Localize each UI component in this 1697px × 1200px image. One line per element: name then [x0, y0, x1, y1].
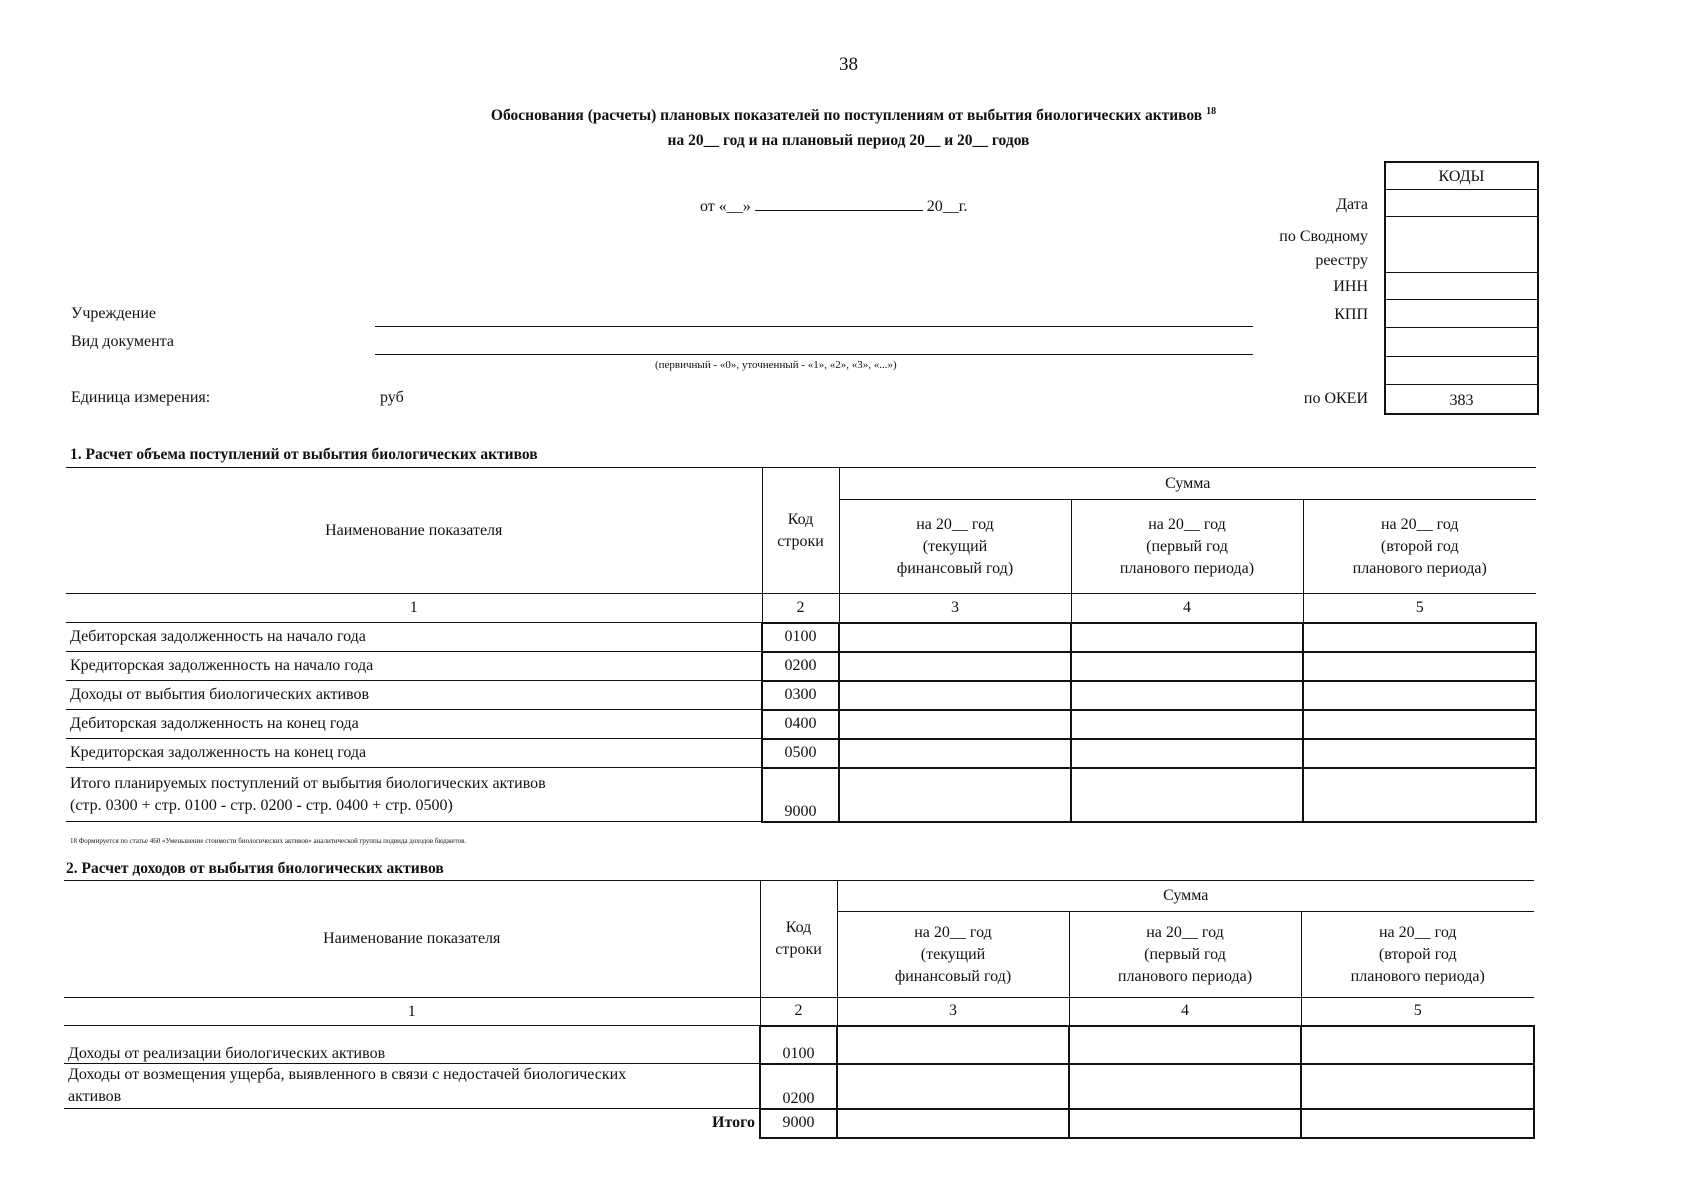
date-month-blank[interactable] — [755, 210, 923, 211]
s1-header-code — [762, 468, 839, 594]
s1-cell[interactable] — [839, 652, 1071, 681]
form-subtitle: на 20__ год и на плановый период 20__ и 20__ годов — [667, 132, 1030, 149]
table-row — [64, 1109, 1534, 1138]
s2-total-label: Итого — [712, 1114, 755, 1132]
s1-y3-l3: планового периода) — [1352, 559, 1487, 577]
form-title-text: Обоснования (расчеты) плановых показателей по поступлениям от выбытия биологических активов — [490, 107, 1203, 125]
s1-total-name — [66, 768, 762, 822]
s1-header-name: Наименование показателя — [66, 468, 762, 594]
s1-cell[interactable] — [1071, 652, 1303, 681]
date-suffix: 20__г. — [926, 198, 968, 215]
s1-header-code-l1: Код — [787, 510, 814, 528]
s1-row-code: 0500 — [762, 739, 839, 768]
unit-label: Единица измерения: — [71, 389, 211, 406]
footnote: 18 Формируется по статье 460 «Уменьшение стоимости биологических активов» аналитической группы подвида доходов бюджетов. — [70, 837, 467, 845]
s1-header-y3 — [1303, 500, 1536, 594]
s1-header-y2 — [1071, 500, 1303, 594]
table-row — [66, 710, 1536, 739]
s2-total-code: 9000 — [760, 1109, 837, 1138]
s1-y3-l2: (второй год — [1380, 537, 1459, 555]
s1-cell[interactable] — [1071, 710, 1303, 739]
s2-cell[interactable] — [1301, 1026, 1534, 1064]
s1-y1-l2: (текущий — [922, 537, 988, 555]
s2-colnum: 2 — [760, 998, 837, 1026]
s2-colnum: 5 — [1413, 1002, 1422, 1020]
s2-header-name: Наименование показателя — [64, 881, 760, 998]
s2-cell[interactable] — [837, 1064, 1069, 1109]
table-row — [66, 652, 1536, 681]
s1-cell[interactable] — [1303, 739, 1536, 768]
s1-cell[interactable] — [1071, 768, 1303, 822]
s1-cell[interactable] — [1303, 623, 1536, 652]
s1-cell[interactable] — [1071, 623, 1303, 652]
s1-y1-l1: на 20__ год — [916, 515, 994, 533]
s2-cell[interactable] — [1301, 1109, 1534, 1138]
s1-cell[interactable] — [1303, 710, 1536, 739]
code-inn-cell[interactable] — [1386, 273, 1537, 300]
s2-y3-l3: планового периода) — [1350, 967, 1485, 985]
s1-cell[interactable] — [839, 710, 1071, 739]
table-row — [66, 768, 1536, 822]
s1-y2-l1: на 20__ год — [1148, 515, 1226, 533]
s2-row-name-l2: активов — [68, 1088, 122, 1105]
s1-cell[interactable] — [839, 681, 1071, 710]
s1-colnum: 1 — [66, 594, 762, 623]
code-okei-cell[interactable]: 383 — [1449, 392, 1474, 409]
s1-y2-l3: планового периода) — [1119, 559, 1255, 577]
svod-label-1: по Сводному — [1279, 228, 1368, 245]
s2-y2-l1: на 20__ год — [1146, 923, 1224, 941]
s2-cell[interactable] — [1069, 1109, 1301, 1138]
section2-title: 2. Расчет доходов от выбытия биологических активов — [66, 860, 444, 877]
s1-row-code: 0400 — [762, 710, 839, 739]
code-doc-type-cell[interactable] — [1386, 328, 1537, 357]
institution-label: Учреждение — [71, 305, 156, 322]
s2-y1-l3: финансовый год) — [894, 967, 1012, 985]
form-title — [0, 106, 1697, 125]
s1-header-y1 — [839, 500, 1071, 594]
s1-colnum: 4 — [1071, 594, 1303, 623]
okei-label: по ОКЕИ — [1303, 390, 1368, 407]
doc-type-field[interactable] — [375, 354, 1253, 355]
s2-cell[interactable] — [1301, 1064, 1534, 1109]
doc-type-label: Вид документа — [71, 333, 174, 350]
s1-y1-l3: финансовый год) — [896, 559, 1014, 577]
section2-table — [64, 880, 1535, 1139]
table-row — [66, 623, 1536, 652]
s2-row-name — [64, 1064, 760, 1109]
title-footnote-ref: 18 — [1206, 106, 1217, 117]
s1-cell[interactable] — [1303, 681, 1536, 710]
codes-panel — [1384, 161, 1539, 415]
s1-cell[interactable] — [839, 623, 1071, 652]
s1-cell[interactable] — [839, 768, 1071, 822]
s2-y2-l3: планового периода) — [1117, 967, 1253, 985]
code-svod-cell[interactable] — [1386, 217, 1537, 273]
unit-value: руб — [380, 389, 404, 406]
table-row — [64, 1064, 1534, 1109]
s1-colnum: 3 — [839, 594, 1071, 623]
s1-y3-l1: на 20__ год — [1380, 515, 1459, 533]
s2-row-code: 0100 — [760, 1026, 837, 1064]
inn-label: ИНН — [1333, 278, 1368, 295]
s1-total-code: 9000 — [762, 768, 839, 822]
s2-colnum: 4 — [1069, 998, 1301, 1026]
s1-row-name: Доходы от выбытия биологических активов — [66, 681, 762, 710]
code-blank-cell[interactable] — [1386, 357, 1537, 385]
s1-row-name: Кредиторская задолженность на начало года — [66, 652, 762, 681]
s2-header-y1 — [837, 912, 1069, 998]
s2-y2-l2: (первый год — [1144, 945, 1226, 963]
code-date-cell[interactable] — [1386, 190, 1537, 217]
s2-header-code-l1: Код — [785, 919, 812, 936]
s2-cell[interactable] — [1069, 1026, 1301, 1064]
s2-header-code — [760, 881, 837, 998]
institution-field[interactable] — [375, 326, 1253, 327]
s1-cell[interactable] — [1071, 739, 1303, 768]
doc-type-hint: (первичный - «0», уточненный - «1», «2», «3», «...») — [655, 359, 897, 371]
date-prefix: от «__» — [700, 198, 751, 215]
s2-y1-l1: на 20__ год — [914, 923, 992, 941]
s1-row-code: 0200 — [762, 652, 839, 681]
s2-cell[interactable] — [837, 1026, 1069, 1064]
section1-title: 1. Расчет объема поступлений от выбытия биологических активов — [70, 446, 538, 463]
s1-row-code: 0100 — [762, 623, 839, 652]
s1-cell[interactable] — [1303, 652, 1536, 681]
page-number: 38 — [839, 54, 858, 75]
s2-y3-l2: (второй год — [1378, 945, 1457, 963]
s2-row-code: 0200 — [760, 1064, 837, 1109]
section1-table — [66, 467, 1537, 823]
table-row — [66, 739, 1536, 768]
kpp-label: КПП — [1334, 306, 1368, 323]
s2-header-y2 — [1069, 912, 1301, 998]
s2-y3-l1: на 20__ год — [1378, 923, 1457, 941]
s1-y2-l2: (первый год — [1146, 537, 1228, 555]
s2-row-name: Доходы от реализации биологических активов — [64, 1026, 760, 1064]
s2-colnum: 1 — [64, 998, 760, 1026]
svod-label-2: реестру — [1315, 252, 1368, 269]
s2-cell[interactable] — [837, 1109, 1069, 1138]
table-row — [66, 681, 1536, 710]
s1-colnum: 5 — [1415, 598, 1424, 616]
s2-cell[interactable] — [1069, 1064, 1301, 1109]
s2-header-code-l2: строки — [775, 941, 822, 958]
table-row — [64, 1026, 1534, 1064]
s1-row-code: 0300 — [762, 681, 839, 710]
s1-total-name-l1: Итого планируемых поступлений от выбытия биологических активов — [70, 774, 546, 792]
s1-row-name: Дебиторская задолженность на начало года — [66, 623, 762, 652]
s1-row-name: Кредиторская задолженность на конец года — [66, 739, 762, 768]
s1-colnum: 2 — [762, 594, 839, 623]
s1-cell[interactable] — [1071, 681, 1303, 710]
s1-cell[interactable] — [839, 739, 1071, 768]
date-label: Дата — [1336, 196, 1368, 213]
s1-row-name: Дебиторская задолженность на конец года — [66, 710, 762, 739]
s2-header-y3 — [1301, 912, 1534, 998]
s2-header-sum: Сумма — [837, 881, 1534, 912]
s2-y1-l2: (текущий — [920, 945, 986, 963]
code-kpp-cell[interactable] — [1386, 300, 1537, 328]
s1-header-sum: Сумма — [839, 468, 1536, 500]
s2-row-name-l1: Доходы от возмещения ущерба, выявленного в связи с недостачей биологических — [68, 1066, 627, 1083]
date-line — [700, 198, 968, 216]
s1-cell[interactable] — [1303, 768, 1536, 822]
codes-header: КОДЫ — [1386, 163, 1537, 190]
s1-header-code-l2: строки — [777, 532, 824, 550]
s2-colnum: 3 — [837, 998, 1069, 1026]
s1-total-name-l2: (стр. 0300 + стр. 0100 - стр. 0200 - стр. 0400 + стр. 0500) — [70, 796, 453, 814]
